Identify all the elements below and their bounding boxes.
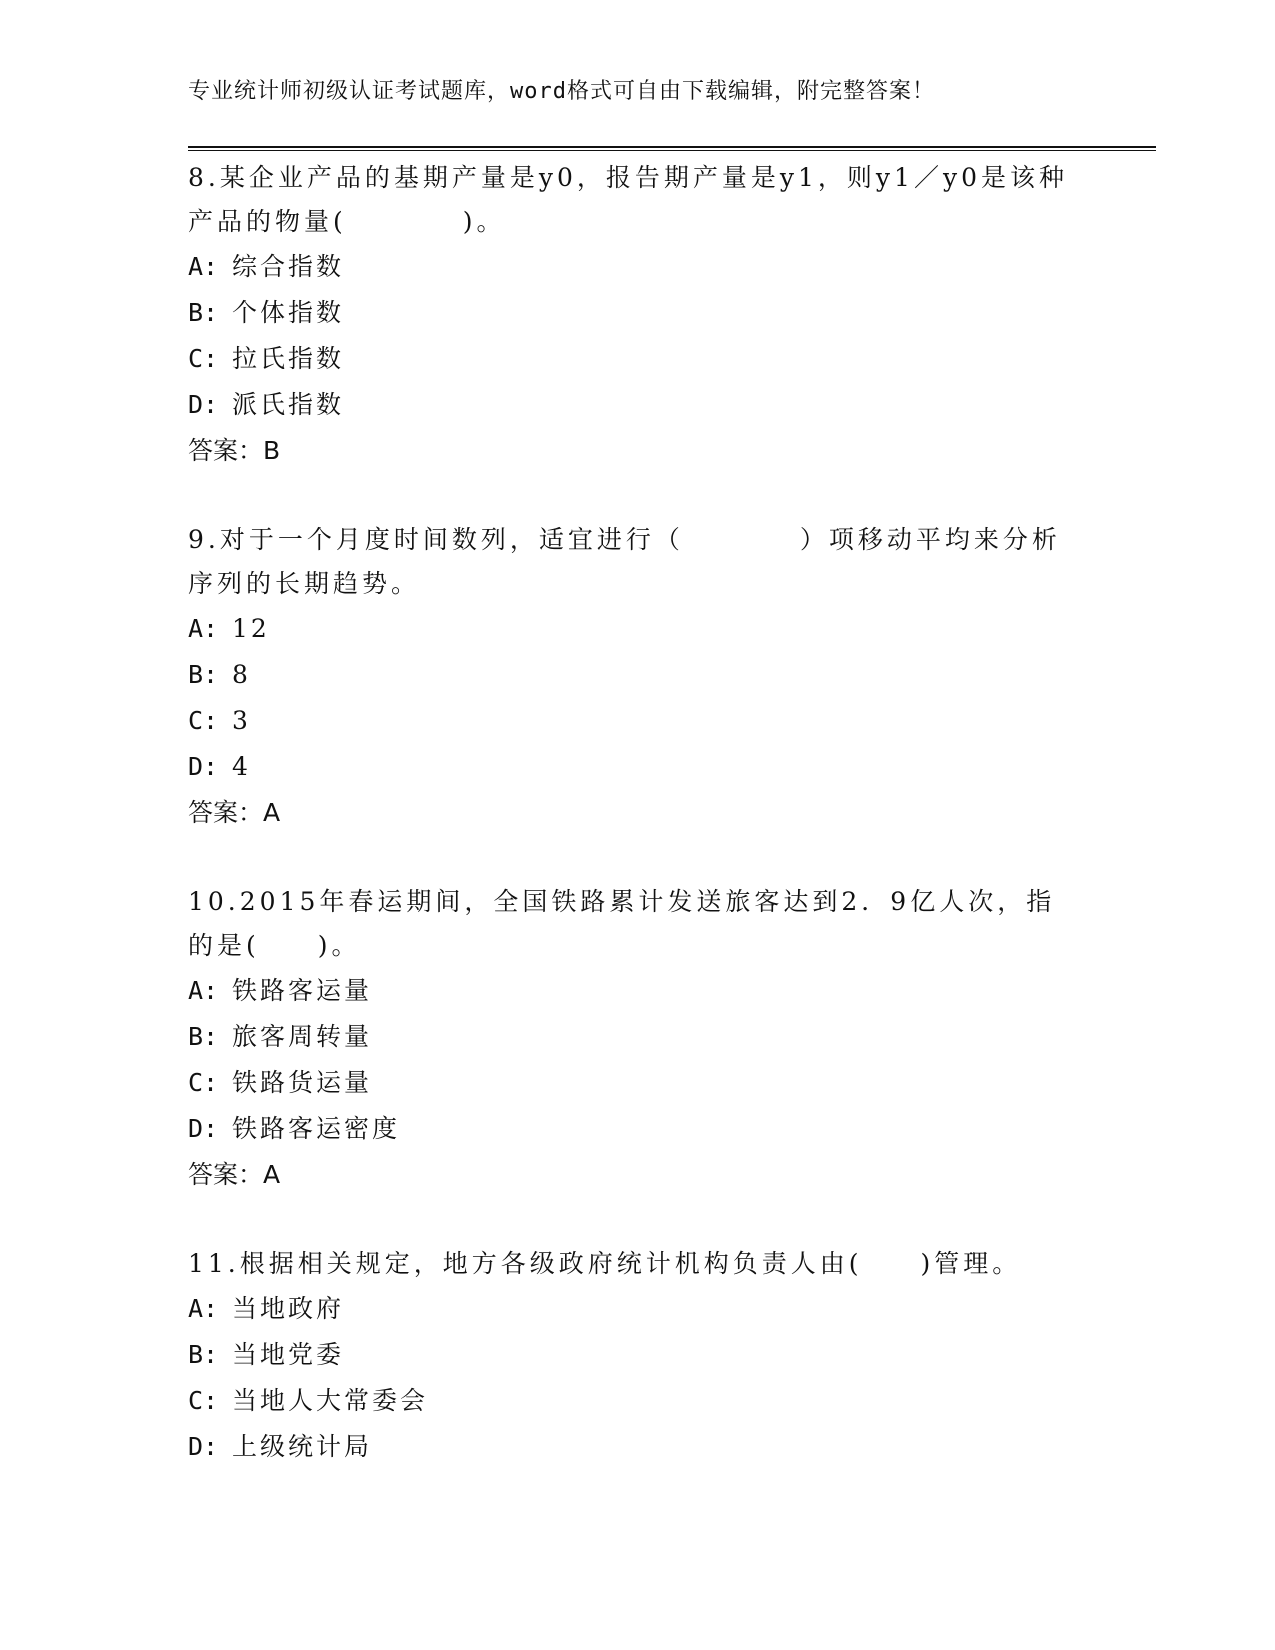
answer-line: 答案：A: [188, 798, 281, 827]
option-text: 当地党委: [232, 1340, 345, 1369]
option-letter: D:: [188, 390, 219, 419]
option-letter: A:: [188, 1294, 219, 1323]
option-text: 拉氏指数: [232, 344, 345, 373]
option-letter: A:: [188, 252, 219, 281]
option-b: [188, 1332, 1088, 1378]
option-d: [188, 382, 1088, 428]
option-c: [188, 336, 1088, 382]
option-text: 旅客周转量: [232, 1022, 373, 1051]
option-letter: B:: [188, 1022, 219, 1051]
header-rule: [188, 146, 1156, 151]
question-11: [188, 1242, 1088, 1470]
option-letter: D:: [188, 1114, 219, 1143]
option-b: [188, 290, 1088, 336]
option-text: 铁路货运量: [232, 1068, 373, 1097]
option-letter: D:: [188, 752, 219, 781]
option-a: [188, 606, 1088, 652]
option-a: [188, 968, 1088, 1014]
option-text: 12: [232, 614, 270, 643]
option-text: 4: [232, 752, 251, 781]
option-text: 派氏指数: [232, 390, 345, 419]
answer-line: 答案：B: [188, 436, 281, 465]
option-text: 8: [232, 660, 251, 689]
option-c: [188, 1060, 1088, 1106]
option-text: 当地人大常委会: [232, 1386, 429, 1415]
option-text: 当地政府: [232, 1294, 345, 1323]
option-d: [188, 1106, 1088, 1152]
option-text: 综合指数: [232, 252, 345, 281]
option-c: [188, 1378, 1088, 1424]
question-stem: 11.根据相关规定，地方各级政府统计机构负责人由( )管理。: [188, 1249, 1022, 1278]
question-10: [188, 880, 1088, 1198]
option-text: 3: [232, 706, 251, 735]
option-a: [188, 1286, 1088, 1332]
question-8: [188, 156, 1088, 474]
option-b: [188, 1014, 1088, 1060]
option-letter: A:: [188, 614, 219, 643]
option-letter: C:: [188, 344, 219, 373]
option-letter: D:: [188, 1432, 219, 1461]
option-letter: B:: [188, 298, 219, 327]
option-text: 上级统计局: [232, 1432, 373, 1461]
page-header: 专业统计师初级认证考试题库，word格式可自由下载编辑，附完整答案！: [188, 79, 935, 104]
option-letter: B:: [188, 1340, 219, 1369]
option-letter: A:: [188, 976, 219, 1005]
option-d: [188, 744, 1088, 790]
option-text: 铁路客运密度: [232, 1114, 401, 1143]
option-b: [188, 652, 1088, 698]
answer-line: 答案：A: [188, 1160, 281, 1189]
option-c: [188, 698, 1088, 744]
option-text: 铁路客运量: [232, 976, 373, 1005]
option-letter: C:: [188, 1386, 219, 1415]
option-letter: C:: [188, 706, 219, 735]
question-list: [188, 156, 1088, 1470]
option-text: 个体指数: [232, 298, 345, 327]
question-stem: 8.某企业产品的基期产量是y0，报告期产量是y1，则y1／y0是该种产品的物量( )。: [188, 163, 1068, 236]
question-stem: 9.对于一个月度时间数列，适宜进行（ ）项移动平均来分析序列的长期趋势。: [188, 525, 1061, 598]
question-stem: 10.2015年春运期间，全国铁路累计发送旅客达到2．9亿人次，指的是( )。: [188, 887, 1056, 960]
question-9: [188, 518, 1088, 836]
option-letter: C:: [188, 1068, 219, 1097]
option-letter: B:: [188, 660, 219, 689]
option-a: [188, 244, 1088, 290]
option-d: [188, 1424, 1088, 1470]
